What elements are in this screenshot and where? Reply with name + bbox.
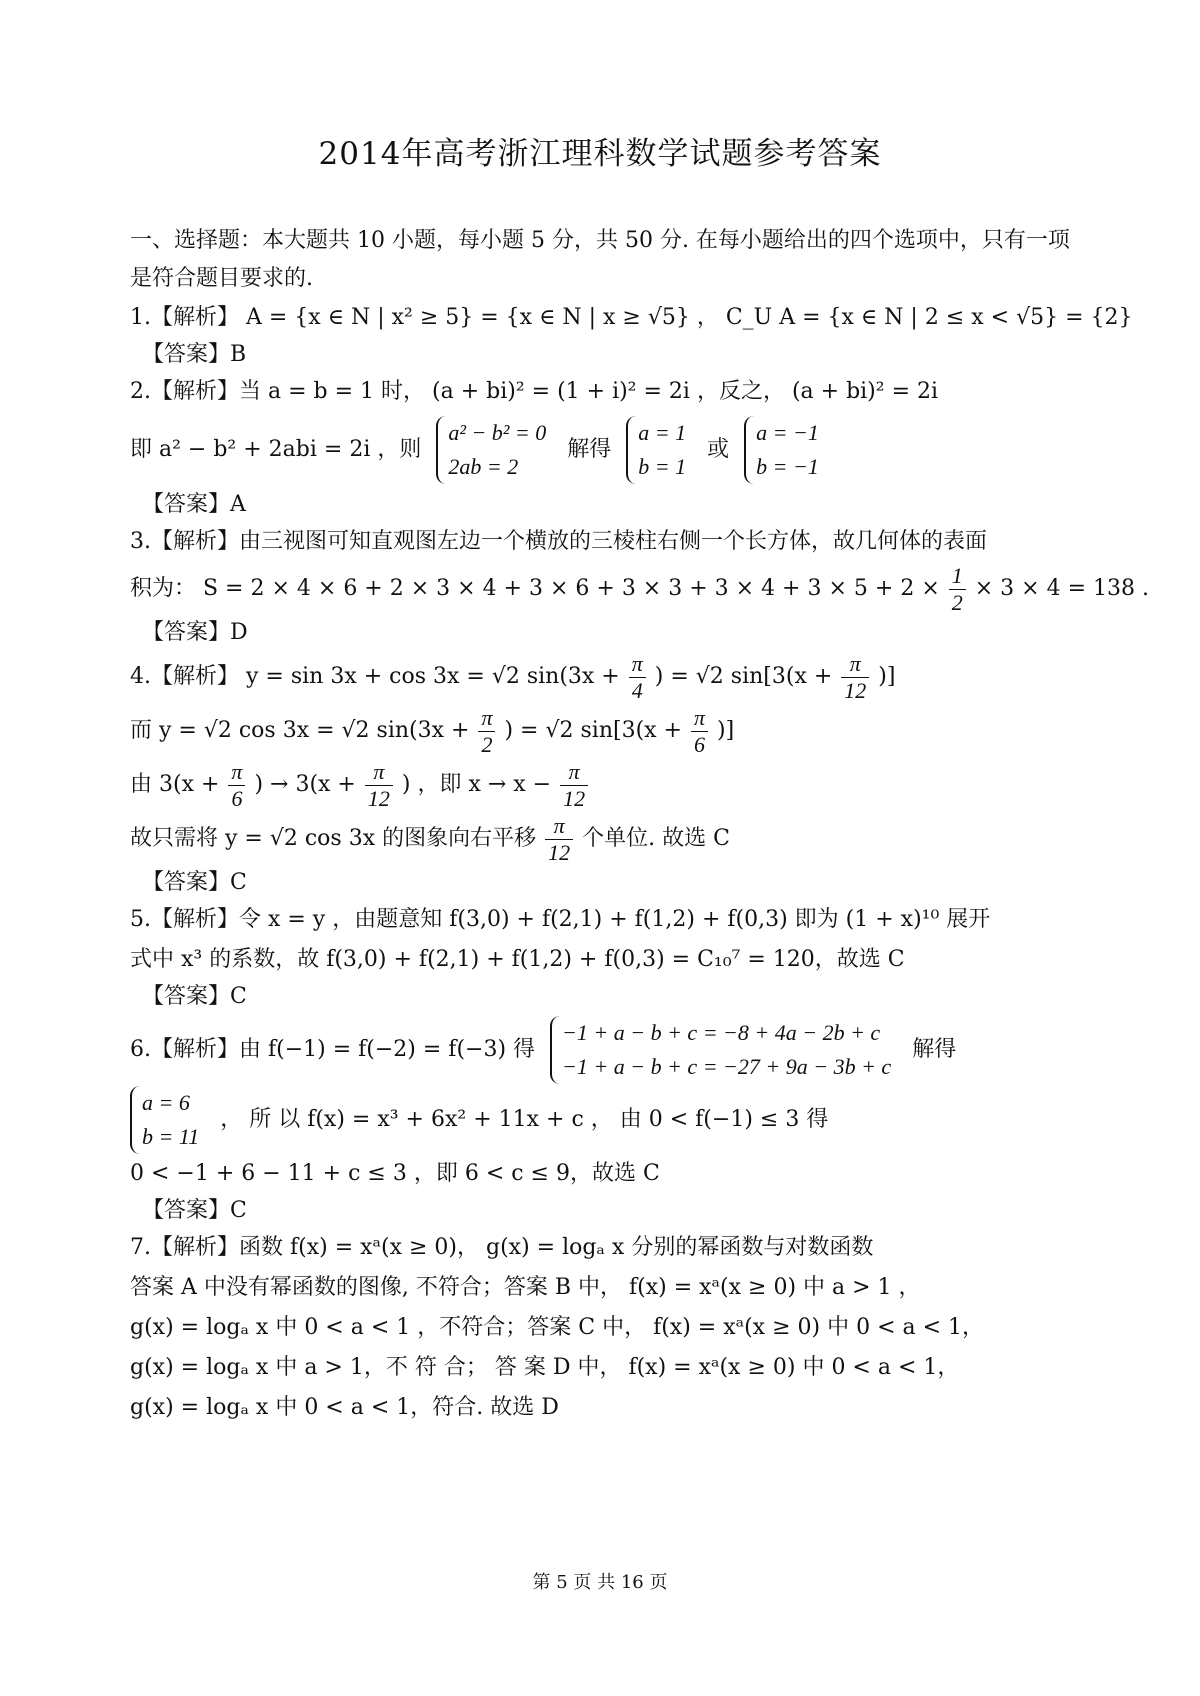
q2-system-2-eq1: a = 1: [638, 420, 687, 445]
q3-analysis: 3.【解析】由三视图可知直观图左边一个横放的三棱柱右侧一个长方体，故几何体的表面: [130, 529, 987, 554]
q7-line2: 答案 A 中没有幂函数的图像, 不符合；答案 B 中， f(x) = xᵃ(x ≥ 0) 中 a > 1 ，: [130, 1275, 921, 1300]
q2-or-label: 或: [707, 437, 730, 462]
q2-system-3-eq2: b = −1: [756, 454, 819, 479]
q2-system-1: [436, 416, 552, 484]
q6-solve-label: 解得: [912, 1037, 957, 1062]
q6-system-1-eq1: −1 + a − b + c = −8 + 4a − 2b + c: [562, 1020, 881, 1045]
q6-line1: [130, 1016, 1080, 1084]
q6-system-1-eq2: −1 + a − b + c = −27 + 9a − 3b + c: [562, 1054, 892, 1079]
q7-line3: g(x) = logₐ x 中 0 < a < 1 ，不符合；答案 C 中， f(x) = xᵃ(x ≥ 0) 中 0 < a < 1，: [130, 1315, 985, 1340]
q6-system-1: [550, 1016, 897, 1084]
q4-line2-frac1: [478, 705, 495, 757]
q4-answer: 【答案】C: [142, 870, 247, 895]
q2-line2-prefix: 即 a² − b² + 2abi = 2i ，则: [130, 437, 422, 462]
q4-line2-a: 而 y = √2 cos 3x = √2 sin(3x +: [130, 718, 470, 743]
q4-line1-frac1: [629, 651, 646, 703]
q4-line3-b: ) → 3(x +: [254, 772, 356, 797]
q4-line1-b: ) = √2 sin[3(x +: [654, 664, 833, 689]
q2-system-3-eq1: a = −1: [756, 420, 819, 445]
q3-line2: [130, 562, 1149, 616]
q4-line2-frac2-num: π: [691, 705, 708, 731]
q4-line3: [130, 758, 1080, 812]
q4-line2-frac1-den: 2: [481, 731, 493, 757]
q4-line1-frac1-num: π: [629, 651, 646, 677]
q6-system-2-eq1: a = 6: [142, 1090, 190, 1115]
q2-analysis: 2.【解析】当 a = b = 1 时， (a + bi)² = (1 + i)² = 2i ，反之， (a + bi)² = 2i: [130, 379, 939, 404]
q6-line1-a: 6.【解析】由 f(−1) = f(−2) = f(−3) 得: [130, 1037, 536, 1062]
q4-line3-frac1-den: 6: [231, 785, 243, 811]
q3-fraction-den: 2: [951, 589, 963, 615]
q4-line1-c: )]: [878, 664, 896, 689]
q7-line5: g(x) = logₐ x 中 0 < a < 1，符合. 故选 D: [130, 1395, 559, 1420]
q4-line3-frac2: [365, 759, 393, 811]
q3-answer: 【答案】D: [142, 620, 248, 645]
q5-line1: 5.【解析】令 x = y ，由题意知 f(3,0) + f(2,1) + f(1,2) + f(0,3) 即为 (1 + x)¹⁰ 展开: [130, 907, 991, 932]
page-footer: 第 5 页 共 16 页: [532, 1572, 668, 1593]
q2-system-1-eq2: 2ab = 2: [448, 454, 519, 479]
q4-line4-frac: [545, 813, 573, 865]
q7-line4: g(x) = logₐ x 中 a > 1，不 符 合； 答 案 D 中， f(x) = xᵃ(x ≥ 0) 中 0 < a < 1，: [130, 1355, 960, 1380]
q6-line3: 0 < −1 + 6 − 11 + c ≤ 3 ，即 6 < c ≤ 9，故选 C: [130, 1161, 660, 1186]
q4-line1-frac2: [841, 651, 869, 703]
section-header: 一、选择题：本大题共 10 小题，每小题 5 分，共 50 分. 在每小题给出的四个选项中，只有一项是符合题目要求的.: [130, 228, 1070, 291]
q6-line2: [130, 1086, 1080, 1154]
q2-system-2-eq2: b = 1: [638, 454, 687, 479]
q4-line3-a: 由 3(x +: [130, 772, 220, 797]
q4-line3-frac3-num: π: [560, 759, 588, 785]
q2-system-1-eq1: a² − b² = 0: [448, 420, 547, 445]
q6-system-2: [130, 1086, 205, 1154]
q7-line1: 7.【解析】函数 f(x) = xᵃ(x ≥ 0)， g(x) = logₐ x 分别的幂函数与对数函数: [130, 1235, 874, 1260]
q4-line3-frac2-num: π: [365, 759, 393, 785]
q2-answer: 【答案】A: [142, 492, 246, 517]
q4-line2-b: ) = √2 sin[3(x +: [504, 718, 682, 743]
q4-line3-frac3: [560, 759, 588, 811]
q4-line1-frac2-den: 12: [844, 677, 867, 703]
q4-line2: [130, 704, 1080, 758]
q4-line4-b: 个单位. 故选 C: [582, 826, 730, 851]
q6-line2-text: ， 所 以 f(x) = x³ + 6x² + 11x + c ， 由 0 < f(−1) ≤ 3 得: [220, 1107, 829, 1132]
answer-content: [130, 222, 1149, 1428]
q3-line2-suffix: × 3 × 4 = 138 .: [974, 576, 1149, 601]
q6-answer: 【答案】C: [142, 1198, 247, 1223]
q4-line3-c: ) ，即 x → x −: [401, 772, 552, 797]
q4-line3-frac1-num: π: [228, 759, 245, 785]
q3-fraction-num: 1: [949, 563, 966, 589]
q4-line4: [130, 812, 1080, 866]
q2-line2: [130, 416, 1080, 484]
q4-line4-a: 故只需将 y = √2 cos 3x 的图象向右平移: [130, 826, 537, 851]
q1-analysis: 1.【解析】 A = {x ∈ N | x² ≥ 5} = {x ∈ N | x ≥ √5} ， C_U A = {x ∈ N | 2 ≤ x < √5} = {2}: [130, 305, 1133, 330]
q4-line2-frac2: [691, 705, 708, 757]
q4-line1-a: 4.【解析】 y = sin 3x + cos 3x = √2 sin(3x +: [130, 664, 620, 689]
q5-answer: 【答案】C: [142, 984, 247, 1009]
q3-fraction: [949, 563, 966, 615]
q4-line2-frac1-num: π: [478, 705, 495, 731]
q2-solve-label: 解得: [567, 437, 612, 462]
q6-system-2-eq2: b = 11: [142, 1124, 200, 1149]
q4-line4-frac-den: 12: [548, 839, 571, 865]
page-title: 2014年高考浙江理科数学试题参考答案: [318, 136, 882, 172]
q5-line2: 式中 x³ 的系数，故 f(3,0) + f(2,1) + f(1,2) + f(0,3) = C₁₀⁷ = 120，故选 C: [130, 947, 905, 972]
q4-line4-frac-num: π: [545, 813, 573, 839]
q1-answer: 【答案】B: [142, 342, 247, 367]
q4-line1: [130, 650, 1080, 704]
q4-line2-frac2-den: 6: [694, 731, 706, 757]
q4-line3-frac3-den: 12: [563, 785, 586, 811]
q2-system-3: [744, 416, 825, 484]
q4-line3-frac1: [228, 759, 245, 811]
q4-line1-frac1-den: 4: [631, 677, 643, 703]
q4-line2-c: )]: [717, 718, 735, 743]
q2-system-2: [626, 416, 692, 484]
q4-line1-frac2-num: π: [841, 651, 869, 677]
q3-line2-prefix: 积为： S = 2 × 4 × 6 + 2 × 3 × 4 + 3 × 6 + 3 × 3 + 3 × 4 + 3 × 5 + 2 ×: [130, 576, 940, 601]
q4-line3-frac2-den: 12: [367, 785, 390, 811]
